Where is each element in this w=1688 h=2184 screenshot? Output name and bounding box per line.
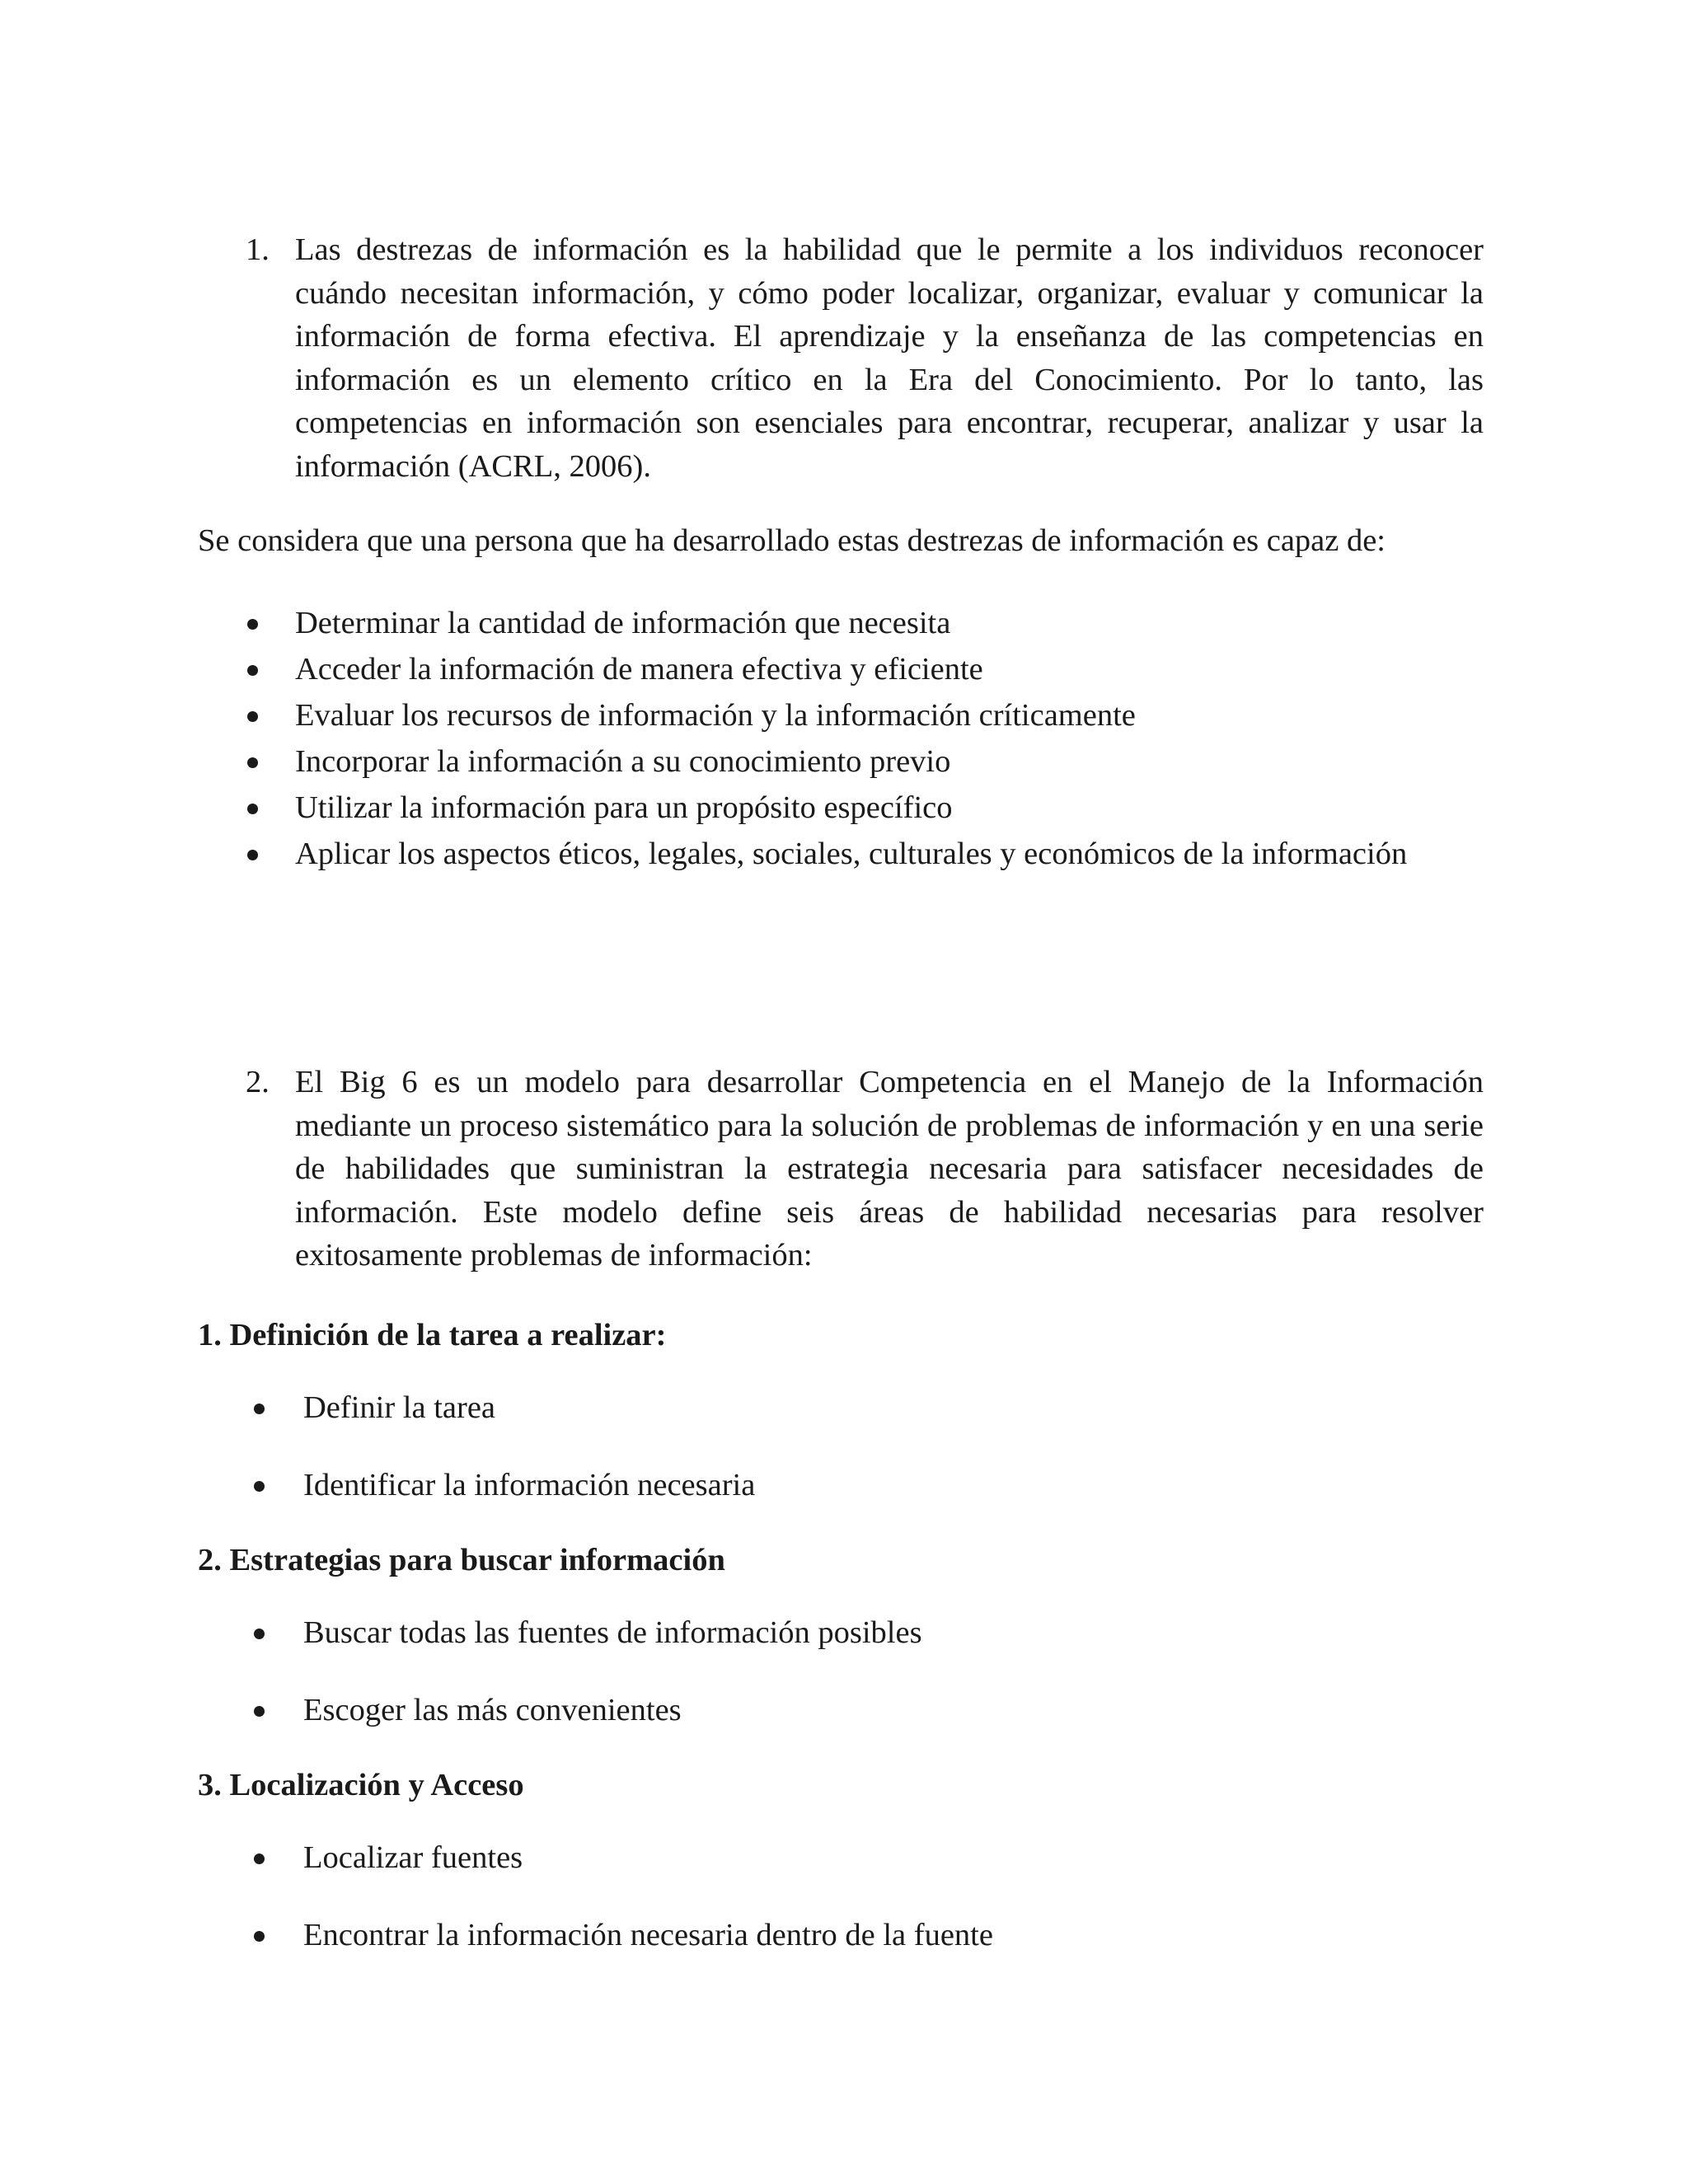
- step-3-list: [198, 1836, 993, 1957]
- bullet-icon: [254, 1629, 265, 1639]
- abilities-list: [198, 600, 1407, 877]
- numbered-item-2: [198, 1061, 1484, 1283]
- item-paragraph: Las destrezas de información es la habilidad que le permite a los individuos reconocer cuándo necesitan información, y cómo poder localizar, organizar, evaluar y comunicar la información de forma efectiva. El aprendizaje y la enseñanza de las competencias en información es un elemento crítico en la Era del Conocimiento. Por lo tanto, las competencias en información son esenciales para encontrar, recuperar, analizar y usar la información (ACRL, 2006).: [295, 232, 1484, 484]
- bullet-icon: [254, 1854, 265, 1864]
- list-item: Incorporar la información a su conocimiento previo: [198, 738, 1407, 785]
- list-item: Evaluar los recursos de información y la información críticamente: [198, 692, 1407, 738]
- bullet-icon: [254, 1706, 265, 1717]
- bullet-icon: [247, 711, 258, 722]
- intro-paragraph: Se considera que una persona que ha desarrollado estas destrezas de información es capaz de:: [198, 523, 1386, 558]
- list-item: Identificar la información necesaria: [198, 1464, 755, 1507]
- bullet-icon: [247, 619, 258, 630]
- list-item: Determinar la cantidad de información que necesita: [198, 600, 1407, 646]
- item-paragraph: El Big 6 es un modelo para desarrollar Competencia en el Manejo de la Información mediante un proceso sistemático para la solución de problemas de información y en una serie de habilidades que suministran la estrategia necesaria para satisfacer necesidades de información. Este modelo define seis áreas de habilidad necesarias para resolver exitosamente problemas de información:: [295, 1065, 1484, 1272]
- step-1-list: [198, 1386, 755, 1507]
- numbered-item-1: [198, 228, 1484, 492]
- bullet-icon: [247, 757, 258, 768]
- list-item: Definir la tarea: [198, 1386, 755, 1464]
- list-item: Utilizar la información para un propósito específico: [198, 785, 1407, 831]
- bullet-icon: [254, 1931, 265, 1942]
- list-item: Localizar fuentes: [198, 1836, 993, 1914]
- list-item: Buscar todas las fuentes de información posibles: [198, 1611, 922, 1689]
- step-2-list: [198, 1611, 922, 1732]
- step-heading-3: 3. Localización y Acceso: [198, 1768, 524, 1802]
- list-item: Acceder la información de manera efectiva y eficiente: [198, 646, 1407, 692]
- bullet-icon: [247, 804, 258, 814]
- list-item: Aplicar los aspectos éticos, legales, sociales, culturales y económicos de la información: [198, 831, 1407, 877]
- bullet-icon: [247, 665, 258, 676]
- list-item: Encontrar la información necesaria dentro de la fuente: [198, 1914, 993, 1957]
- bullet-icon: [254, 1481, 265, 1492]
- list-item: Escoger las más convenientes: [198, 1689, 922, 1732]
- item-number: 1.: [246, 232, 270, 267]
- step-heading-2: 2. Estrategias para buscar información: [198, 1543, 725, 1577]
- item-number: 2.: [246, 1065, 270, 1099]
- step-heading-1: 1. Definición de la tarea a realizar:: [198, 1318, 667, 1352]
- bullet-icon: [247, 850, 258, 860]
- bullet-icon: [254, 1404, 265, 1414]
